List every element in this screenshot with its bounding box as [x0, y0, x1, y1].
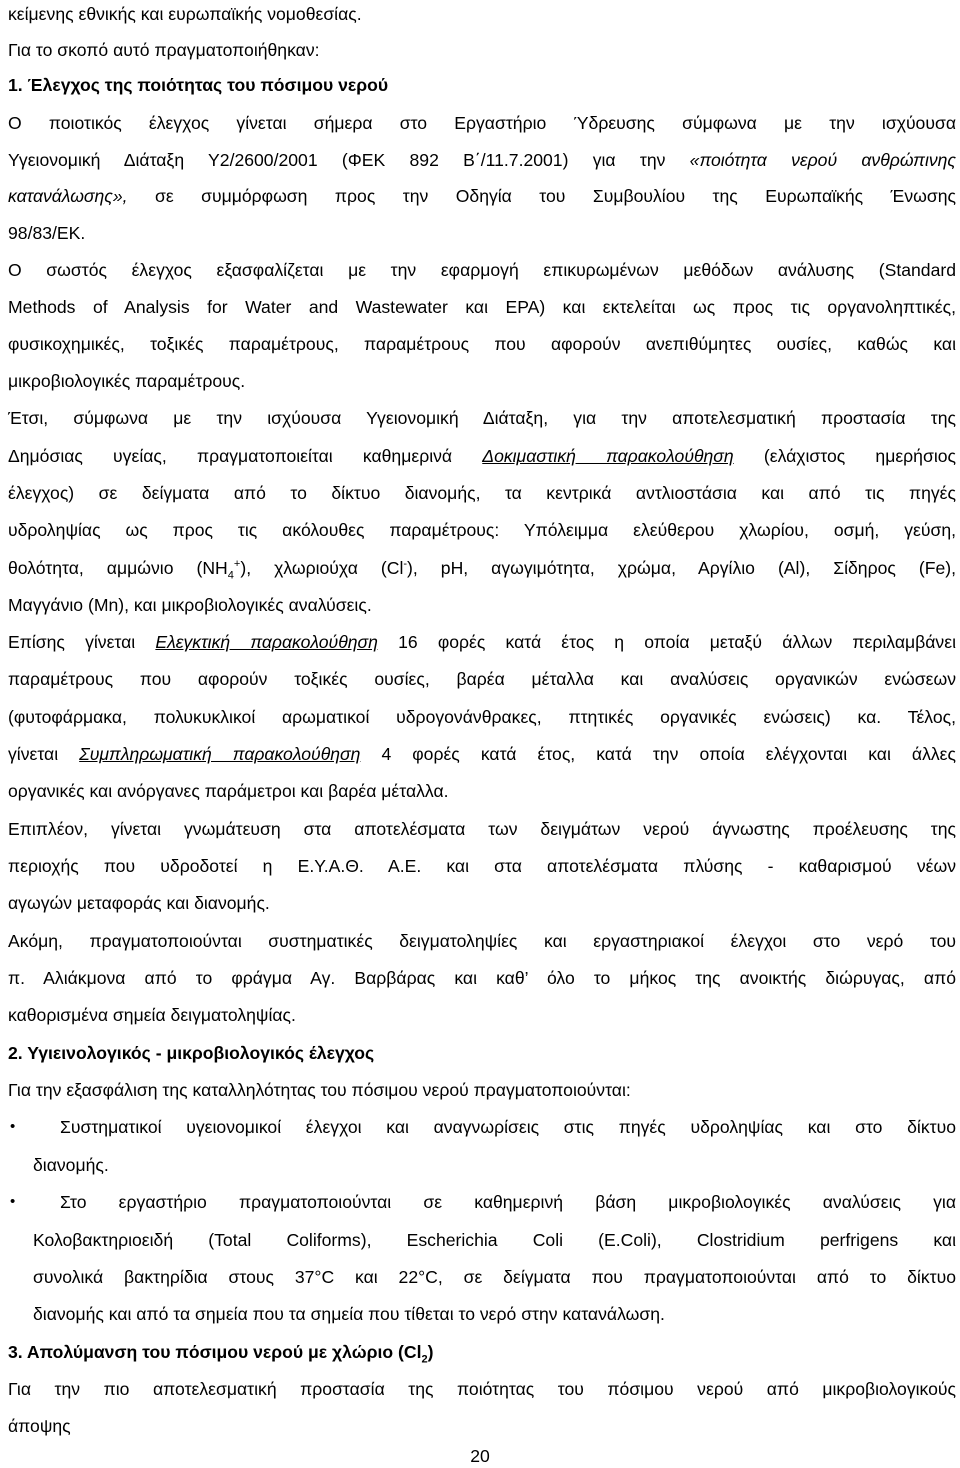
text-line: Μαγγάνιο (Mn), και μικροβιολογικές αναλύσεις.	[8, 595, 372, 615]
section-heading-2: 2. Υγιεινολογικός - μικροβιολογικός έλεγχος	[8, 1043, 375, 1063]
text-line: Ο ποιοτικός έλεγχος γίνεται σήμερα στο Εργαστήριο Ύδρευσης σύμφωνα με την ισχύουσα	[8, 113, 956, 133]
list-item-text: Κολοβακτηριοειδή (Total Coliforms), Escherichia Coli (E.Coli), Clostridium perfrigens και	[33, 1230, 956, 1250]
italic-text: «ποιότητα νερού ανθρώπινης	[689, 150, 956, 170]
italic-underlined-text: Ελεγκτική παρακολούθηση	[155, 632, 378, 652]
list-item-text: Στο εργαστήριο πραγματοποιούνται σε καθημερινή βάση μικροβιολογικές αναλύσεις για	[60, 1192, 956, 1212]
section-heading-1: 1. Έλεγχος της ποιότητας του πόσιμου νερού	[8, 75, 389, 95]
page-number: 20	[470, 1446, 490, 1466]
text-line: Έτσι, σύμφωνα με την ισχύουσα Υγειονομική Διάταξη, για την αποτελεσματική προστασία της	[8, 408, 956, 428]
bullet-icon: •	[10, 1193, 16, 1210]
text-line: θολότητα, αμμώνιο $(NH_4^+)$, χλωριούχα (Cl-), pH, αγωγιμότητα, χρώμα, Αργίλιο (Al), Σίδηρος (Fe),	[8, 558, 957, 582]
text-line: φυσικοχημικές, τοξικές παραμέτρους, παραμέτρους που αφορούν ανεπιθύμητες ουσίες, καθώς και	[8, 334, 956, 354]
text-line: Για το σκοπό αυτό πραγματοποιήθηκαν:	[8, 40, 320, 60]
text-line: οργανικές και ανόργανες παράμετροι και βαρέα μέταλλα.	[8, 781, 449, 801]
list-item-text: Συστηματικοί υγειονομικοί έλεγχοι και αναγνωρίσεις στις πηγές υδροληψίας και στο δίκτυο	[60, 1117, 956, 1137]
text-line: Υγειονομική Διάταξη Υ2/2600/2001 (ΦΕΚ 892 Β΄/11.7.2001) για την «ποιότητα νερού ανθρώπινης	[8, 150, 956, 170]
text-line: Για την εξασφάλιση της καταλληλότητας του πόσιμου νερού πραγματοποιούνται:	[8, 1080, 631, 1100]
text-line: παραμέτρους που αφορούν τοξικές ουσίες, βαρέα μέταλλα και αναλύσεις οργανικών ενώσεων	[8, 669, 956, 689]
text-line: καθορισμένα σημεία δειγματοληψίας.	[8, 1005, 296, 1025]
text-line: Δημόσιας υγείας, πραγματοποιείται καθημερινά Δοκιμαστική παρακολούθηση (ελάχιστος ημερήσιος	[8, 446, 956, 466]
text-line: αγωγών μεταφοράς και διανομής.	[8, 893, 270, 913]
italic-underlined-text: Δοκιμαστική παρακολούθηση	[482, 446, 734, 466]
text-line: Methods of Analysis for Water and Wastewater και EPA) και εκτελείται ως προς τις οργανοληπτικές,	[8, 297, 956, 317]
text-line: (φυτοφάρμακα, πολυκυκλικοί αρωματικοί υδρογονάνθρακες, πτητικές οργανικές ενώσεις) κα. Τέλος,	[8, 707, 956, 727]
text-line: κείμενης εθνικής και ευρωπαϊκής νομοθεσίας.	[8, 4, 362, 24]
list-item-text: συνολικά βακτηρίδια στους 37°C και 22°C, σε δείγματα που πραγματοποιούνται από το δίκτυο	[33, 1267, 956, 1287]
bullet-icon: •	[10, 1118, 16, 1135]
text-line: Επιπλέον, γίνεται γνωμάτευση στα αποτελέσματα των δειγμάτων νερού άγνωστης προέλευσης της	[8, 819, 956, 839]
section-heading-3: 3. Απολύμανση του πόσιμου νερού με χλώριο $(Cl_2)$	[8, 1342, 434, 1366]
text-line: Ο σωστός έλεγχος εξασφαλίζεται με την εφαρμογή επικυρωμένων μεθόδων ανάλυσης (Standard	[8, 260, 956, 280]
text-line: κατανάλωσης», σε συμμόρφωση προς την Οδηγία του Συμβουλίου της Ευρωπαϊκής Ένωσης	[8, 186, 956, 206]
list-item-text: διανομής και από τα σημεία που τα σημεία που τίθεται το νερό στην κατανάλωση.	[33, 1304, 665, 1324]
text-line: Επίσης γίνεται Ελεγκτική παρακολούθηση 16 φορές κατά έτος η οποία μεταξύ άλλων περιλαμβάνει	[8, 632, 956, 652]
text-line: 98/83/ΕΚ.	[8, 223, 86, 243]
text-line: μικροβιολογικές παραμέτρους.	[8, 371, 246, 391]
text-line: υδροληψίας ως προς τις ακόλουθες παραμέτρους: Υπόλειμμα ελεύθερου χλωρίου, οσμή, γεύση,	[8, 520, 956, 540]
italic-text: κατανάλωσης»,	[8, 186, 128, 206]
list-item-text: διανομής.	[33, 1155, 109, 1175]
italic-underlined-text: Συμπληρωματική παρακολούθηση	[79, 744, 361, 764]
text-line: γίνεται Συμπληρωματική παρακολούθηση 4 φορές κατά έτος, κατά την οποία ελέγχονται και άλλες	[8, 744, 957, 764]
text-line: άποψης	[8, 1416, 71, 1436]
text-line: π. Αλιάκμονα από το φράγμα Αγ. Βαρβάρας και καθ’ όλο το μήκος της ανοικτής διώρυγας, από	[8, 968, 956, 988]
text-line: έλεγχος) σε δείγματα από το δίκτυο διανομής, τα κεντρικά αντλιοστάσια και από τις πηγές	[8, 483, 956, 503]
text-line: περιοχής που υδροδοτεί η Ε.Υ.Α.Θ. Α.Ε. και στα αποτελέσματα πλύσης - καθαρισμού νέων	[8, 856, 956, 876]
text-line: Για την πιο αποτελεσματική προστασία της ποιότητας του πόσιμου νερού από μικροβιολογικούς	[8, 1379, 956, 1399]
text-line: Ακόμη, πραγματοποιούνται συστηματικές δειγματοληψίες και εργαστηριακοί έλεγχοι στο νερό του	[8, 931, 956, 951]
